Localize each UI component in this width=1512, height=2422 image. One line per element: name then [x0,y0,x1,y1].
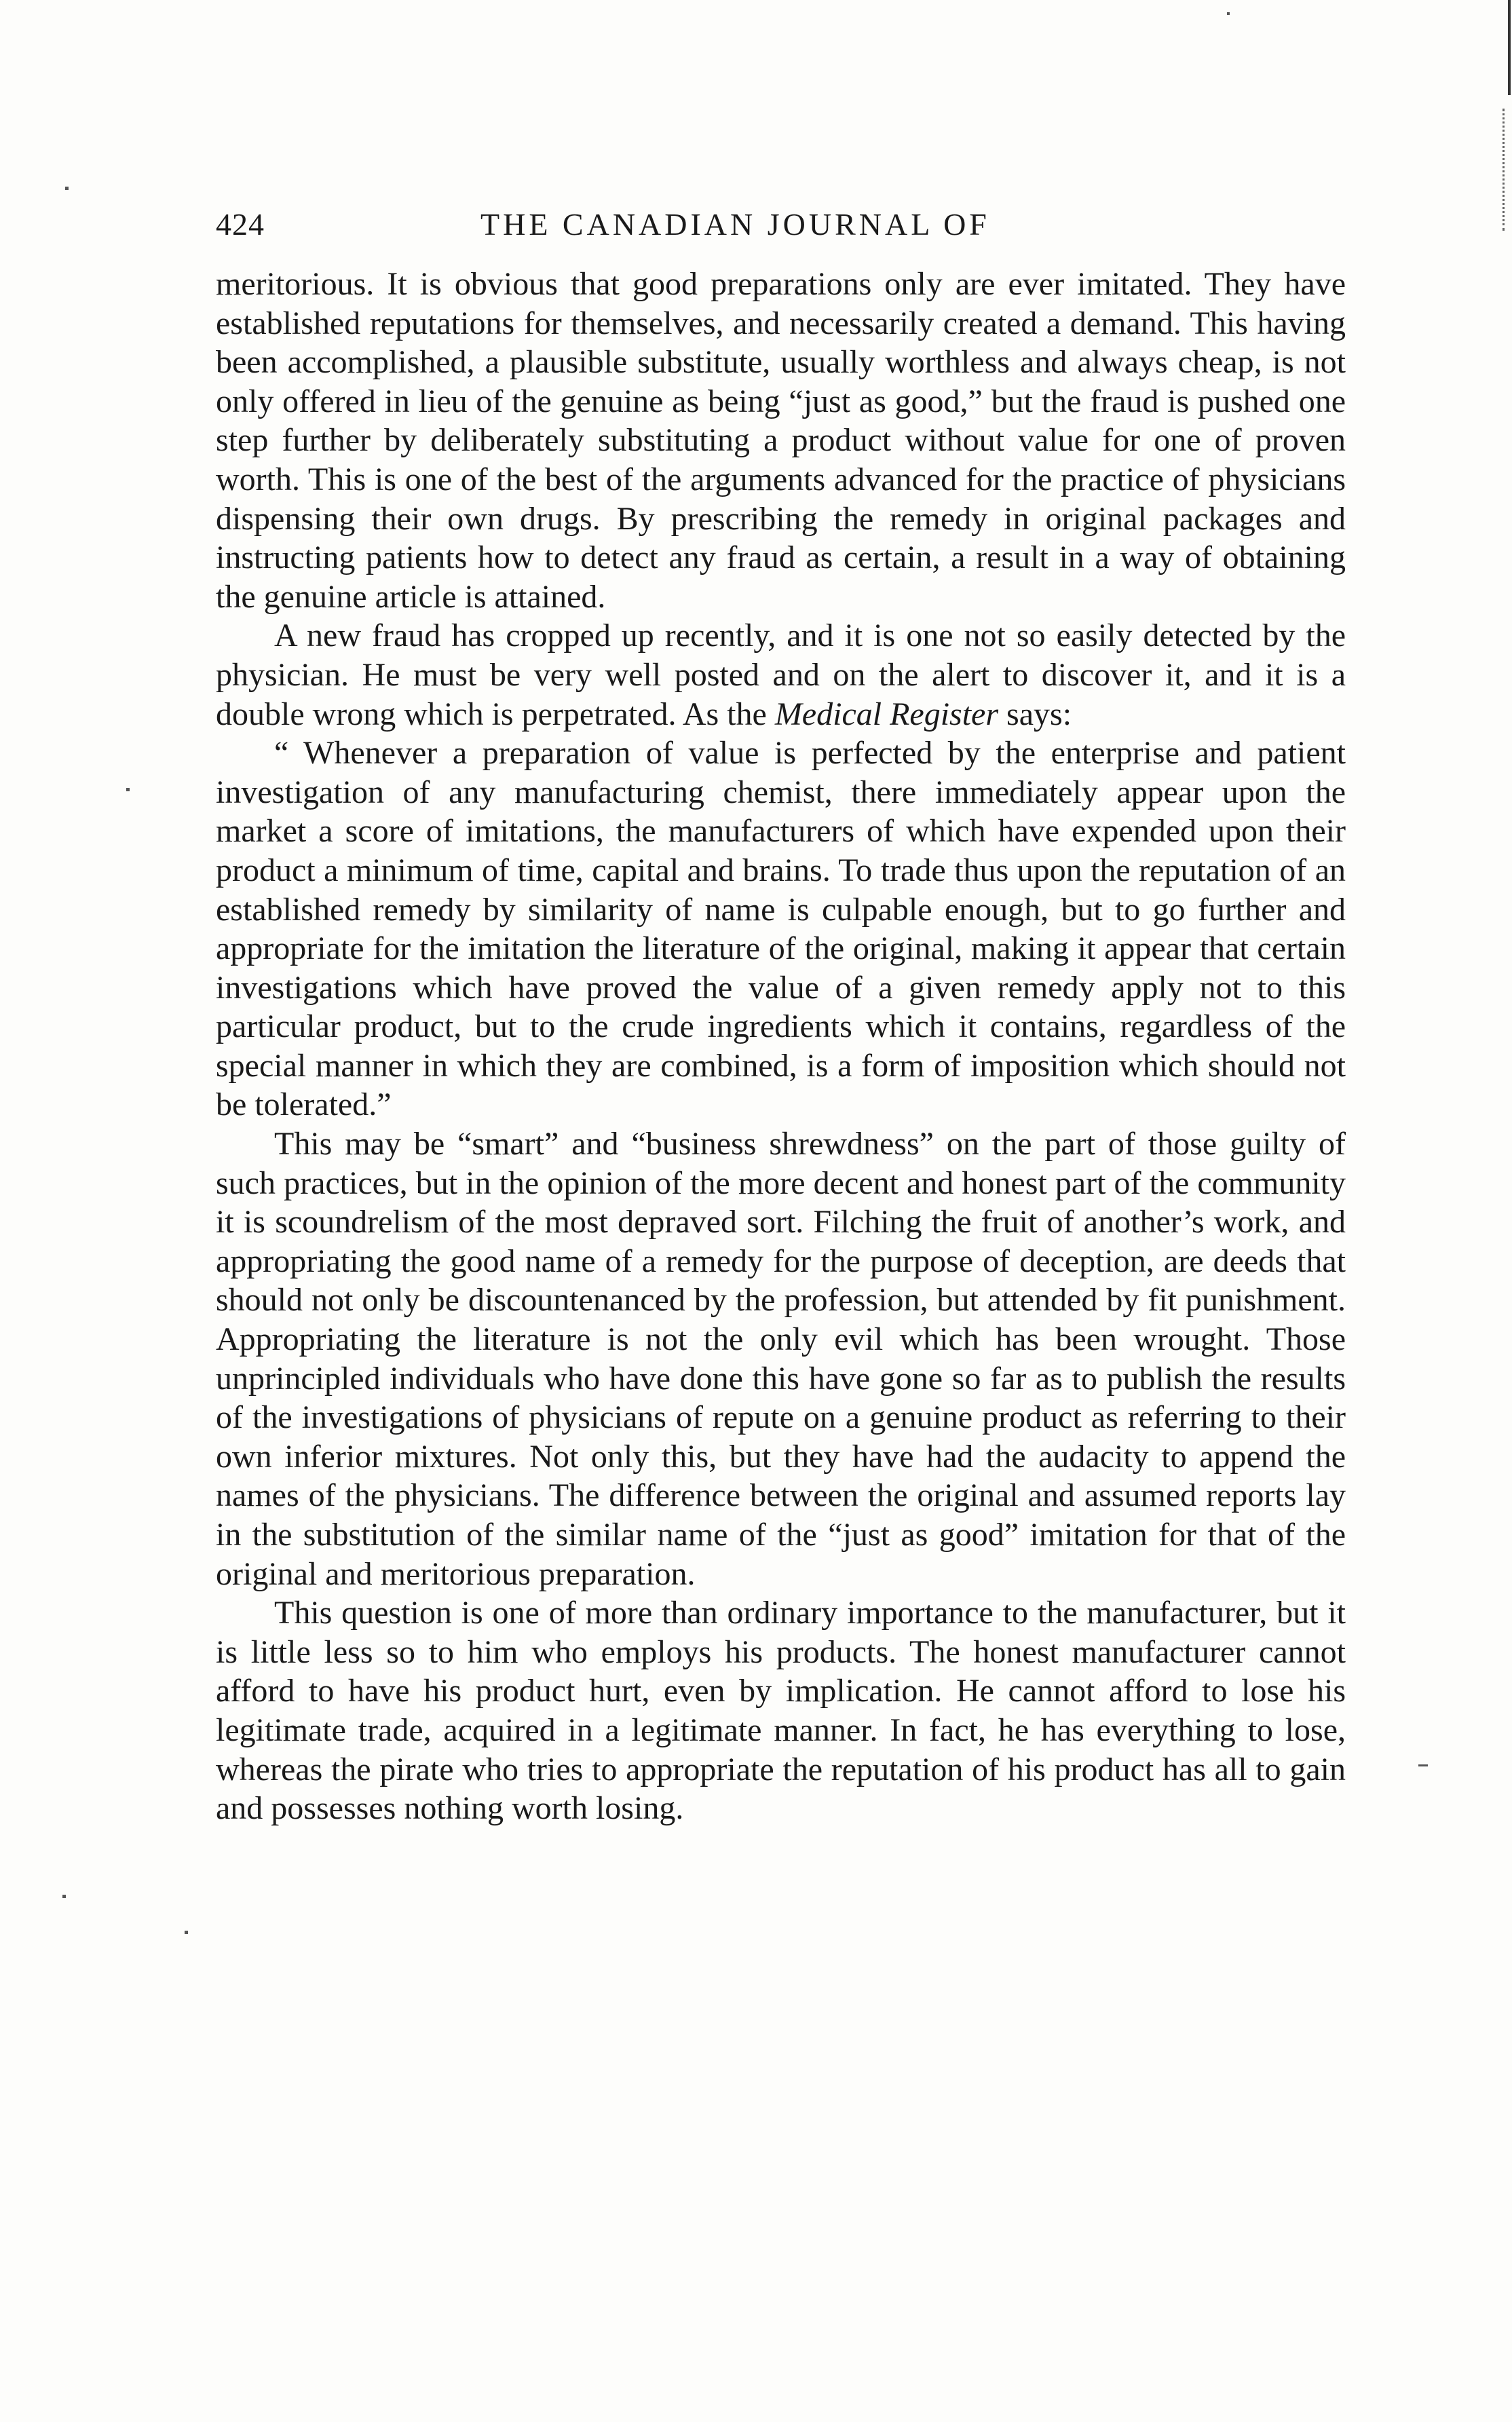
running-head [216,202,1346,250]
scan-speck [62,1895,66,1898]
paragraph-continuation: meritorious. It is obvious that good preparations only are ever imitated. They have established reputations for themselves, and necessarily created a demand. This having been accomplished, a plausible substitute, usually worthless and always cheap, is not only offered in lieu of the genuine as being “just as good,” but the fraud is pushed one step further by deliberately substituting a product without value for one of proven worth. This is one of the best of the arguments advanced for the practice of physicians dispensing their own drugs. By prescribing the remedy in original packages and instructing patients how to detect any fraud as certain, a result in a way of obtaining the genuine article is attained. [216,266,1346,615]
quoted-passage: “ Whenever a preparation of value is perfected by the enterprise and patient investigation of any manufacturing chemist, there immediately appear upon the market a score of imitations, the manufacturers of which have expended upon their product a minimum of time, capital and brains. To trade thus upon the reputation of an established remedy by similarity of name is culpable enough, but to go further and appropriate for the imitation the literature of the original, making it appear that certain investigations which have proved the value of a given remedy apply not to this particular product, but to the crude ingredients which it contains, regardless of the special manner in which they are combined, is a form of imposition which should not be tolerated.” [216,735,1346,1123]
paragraph-new-fraud [216,616,1346,734]
journal-title: THE CANADIAN JOURNAL OF [480,207,990,242]
scan-speck [185,1931,188,1934]
paragraph-text: says: [998,696,1072,732]
cited-journal-name: Medical Register [774,696,999,732]
scan-speck [126,788,130,791]
body-text [216,265,1346,1828]
page-number: 424 [216,207,265,242]
paragraph-text: A new fraud has cropped up recently, and it is one not so easily detected by the physician. He must be very well posted and on the alert to discover it, and it is a double wrong which is perpetrated. As the [216,618,1346,732]
scan-edge-line [1508,0,1511,95]
scan-edge-dots [1502,109,1507,231]
scan-speck [1418,1764,1428,1766]
paragraph-smart: This may be “smart” and “business shrewdness” on the part of those guilty of such practices, but in the opinion of the more decent and honest part of the community it is scoundrelism of the most depraved sort. Filching the fruit of another’s work, and appropriating the good name of a remedy for the purpose of deception, are deeds that should not only be discountenanced by the profession, but attended by fit punishment. Appropriating the literature is not the only evil which has been wrought. Those unprincipled individuals who have done this have gone so far as to publish the results of the investigations of physicians of repute on a genuine product as referring to their own inferior mixtures. Not only this, but they have had the audacity to append the names of the physicians. The difference between the original and assumed reports lay in the substitution of the similar name of the “just as good” imitation for that of the original and meritorious preparation. [216,1126,1346,1592]
scan-speck [65,187,69,190]
scan-speck [1227,12,1230,15]
paragraph-importance: This question is one of more than ordinary importance to the manufacturer, but it is little less so to him who employs his products. The honest manufacturer cannot afford to have his product hurt, even by implication. He cannot afford to lose his legitimate trade, acquired in a legitimate manner. In fact, he has everything to lose, whereas the pirate who tries to appropriate the reputation of his product has all to gain and possesses nothing worth losing. [216,1595,1346,1827]
